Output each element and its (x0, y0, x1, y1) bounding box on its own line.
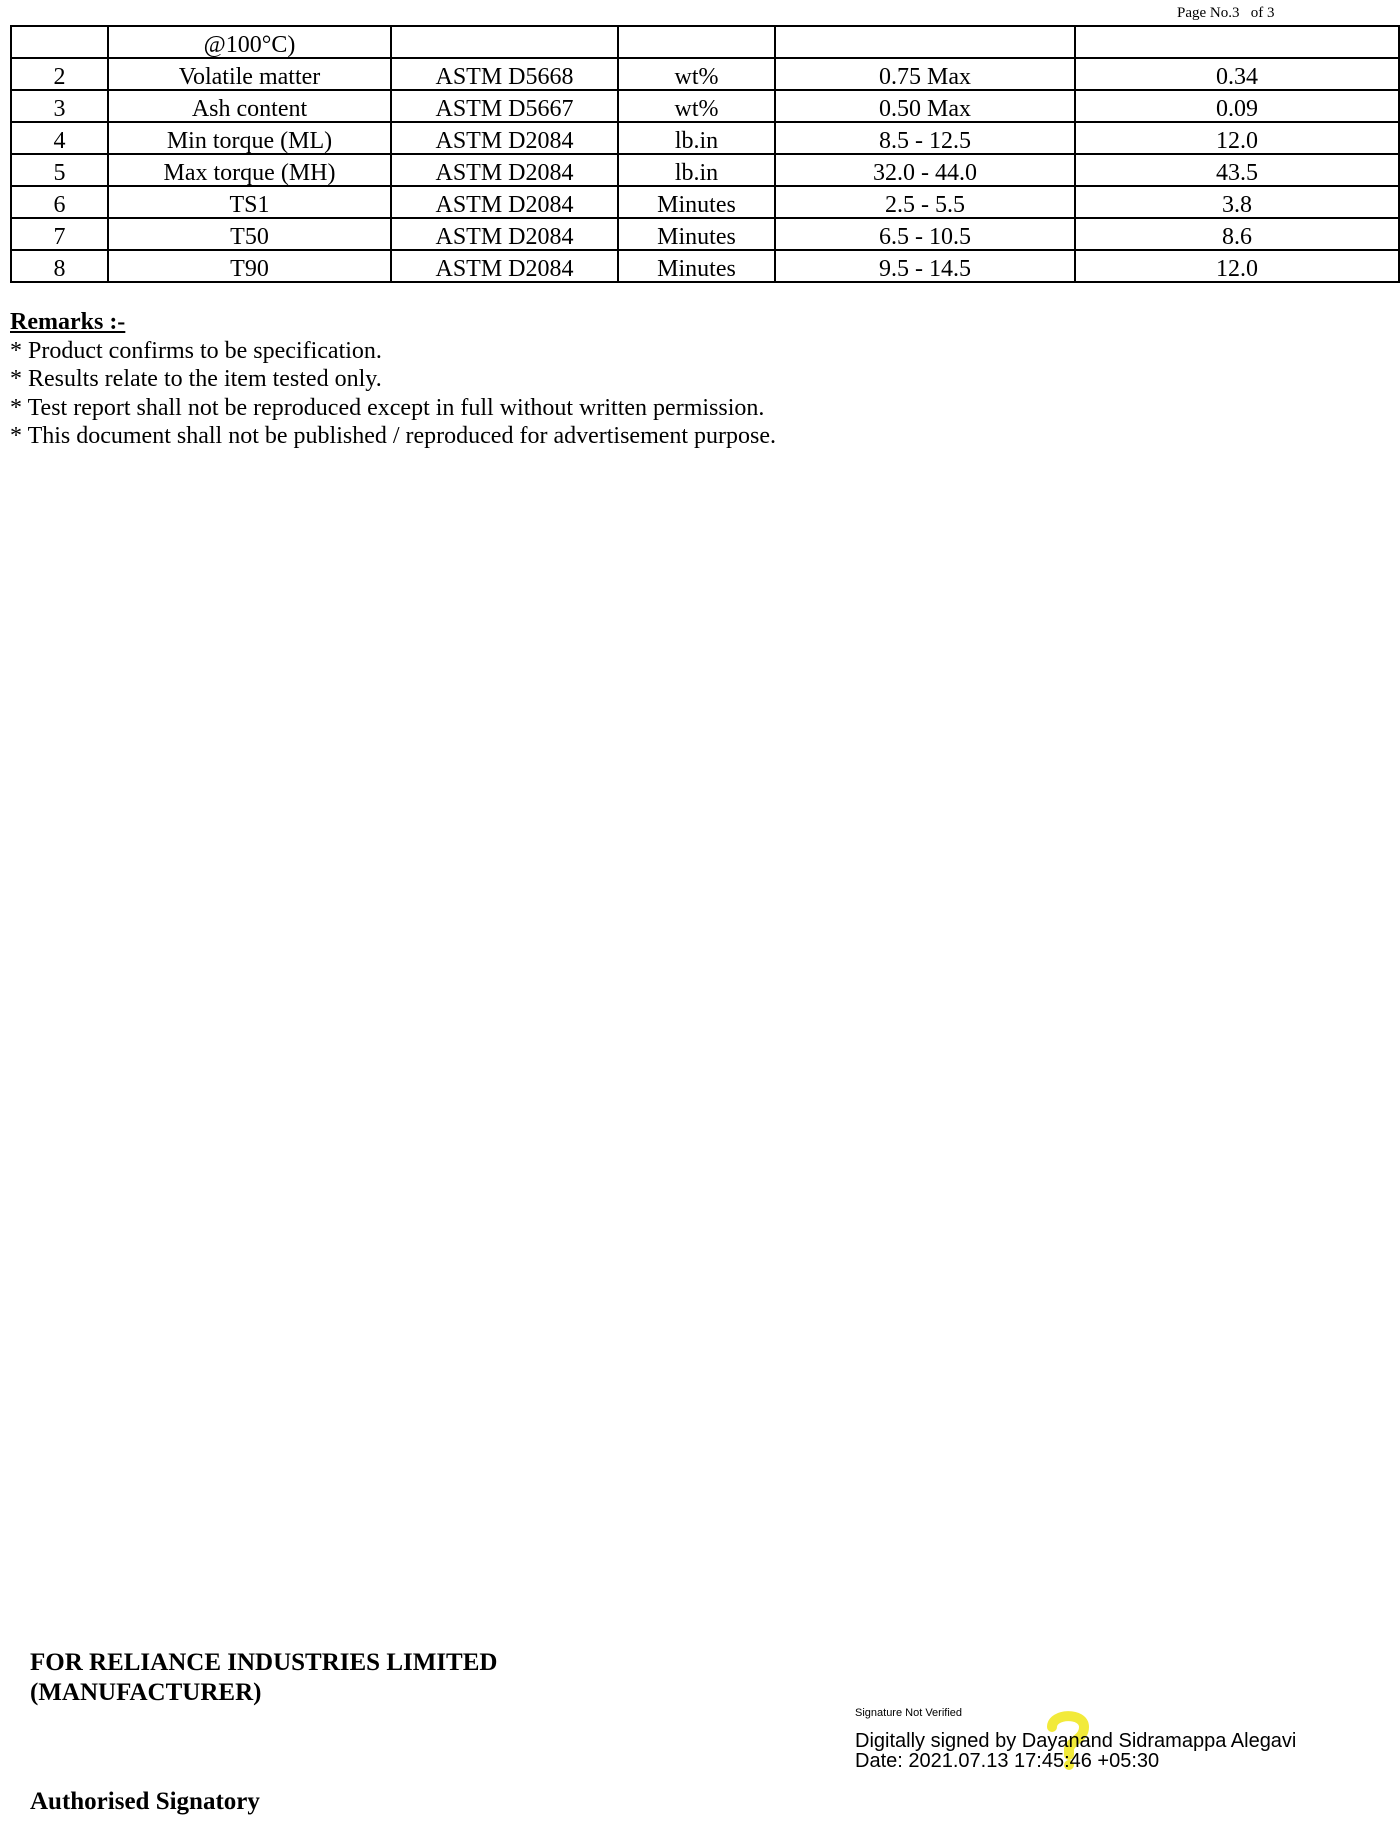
table-cell: 32.0 - 44.0 (775, 154, 1075, 186)
table-cell: 0.75 Max (775, 58, 1075, 90)
table-row (11, 186, 1399, 218)
table-cell (11, 26, 108, 58)
table-cell: Ash content (108, 90, 391, 122)
remarks-title: Remarks :- (10, 309, 126, 335)
list-item: * This document shall not be published / reproduced for advertisement purpose. (10, 423, 777, 449)
table-cell: 12.0 (1075, 122, 1399, 154)
table-cell: Minutes (618, 250, 775, 282)
table-row (11, 90, 1399, 122)
page-number: Page No.3 of 3 (1177, 5, 1275, 21)
table-cell: 0.34 (1075, 58, 1399, 90)
table-cell: ASTM D2084 (391, 122, 618, 154)
table-cell: 4 (11, 122, 108, 154)
table-row (11, 26, 1399, 58)
table-cell: T50 (108, 218, 391, 250)
table-row (11, 154, 1399, 186)
signature-date: Date: 2021.07.13 17:45:46 +05:30 (855, 1750, 1160, 1772)
results-table (10, 25, 1400, 283)
table-cell: ASTM D2084 (391, 186, 618, 218)
table-cell: 0.09 (1075, 90, 1399, 122)
table-cell: 8.5 - 12.5 (775, 122, 1075, 154)
signed-by-text: Digitally signed by Dayanand Sidramappa Alegavi (855, 1730, 1297, 1752)
table-cell: TS1 (108, 186, 391, 218)
table-cell: Min torque (ML) (108, 122, 391, 154)
signature-status: Signature Not Verified (855, 1707, 963, 1719)
table-cell (1075, 26, 1399, 58)
company-role: (MANUFACTURER) (30, 1679, 262, 1706)
table-cell: lb.in (618, 154, 775, 186)
table-cell (391, 26, 618, 58)
table-cell: Volatile matter (108, 58, 391, 90)
table-row (11, 218, 1399, 250)
table-cell: 9.5 - 14.5 (775, 250, 1075, 282)
table-cell: Minutes (618, 218, 775, 250)
table-cell: 43.5 (1075, 154, 1399, 186)
company-name: FOR RELIANCE INDUSTRIES LIMITED (30, 1649, 498, 1676)
table-cell: wt% (618, 58, 775, 90)
table-cell (775, 26, 1075, 58)
digital-signature[interactable] (855, 1707, 1395, 1787)
table-cell: ASTM D5667 (391, 90, 618, 122)
remarks-section (10, 308, 776, 451)
table-cell: lb.in (618, 122, 775, 154)
list-item: * Test report shall not be reproduced except in full without written permission. (10, 394, 765, 421)
table-cell: ASTM D2084 (391, 250, 618, 282)
table-cell: wt% (618, 90, 775, 122)
table-cell: 12.0 (1075, 250, 1399, 282)
table-cell: 7 (11, 218, 108, 250)
table-row (11, 122, 1399, 154)
table-row (11, 250, 1399, 282)
table-cell: 3 (11, 90, 108, 122)
table-cell: 0.50 Max (775, 90, 1075, 122)
remarks-list (10, 337, 776, 451)
table-cell: 2.5 - 5.5 (775, 186, 1075, 218)
table-cell: 5 (11, 154, 108, 186)
table-cell (618, 26, 775, 58)
table-row (11, 58, 1399, 90)
list-item: * Results relate to the item tested only. (10, 366, 382, 392)
table-cell: ASTM D2084 (391, 218, 618, 250)
table-cell: @100°C) (108, 26, 391, 58)
authorised-signatory-label: Authorised Signatory (30, 1788, 260, 1815)
table-cell: Max torque (MH) (108, 154, 391, 186)
list-item: * Product confirms to be specification. (10, 337, 382, 364)
table-cell: 3.8 (1075, 186, 1399, 218)
table-cell: T90 (108, 250, 391, 282)
table-cell: 2 (11, 58, 108, 90)
table-cell: 8 (11, 250, 108, 282)
table-cell: ASTM D5668 (391, 58, 618, 90)
company-block (30, 1648, 497, 1708)
table-cell: 8.6 (1075, 218, 1399, 250)
table-cell: ASTM D2084 (391, 154, 618, 186)
table-cell: 6.5 - 10.5 (775, 218, 1075, 250)
table-cell: 6 (11, 186, 108, 218)
table-cell: Minutes (618, 186, 775, 218)
